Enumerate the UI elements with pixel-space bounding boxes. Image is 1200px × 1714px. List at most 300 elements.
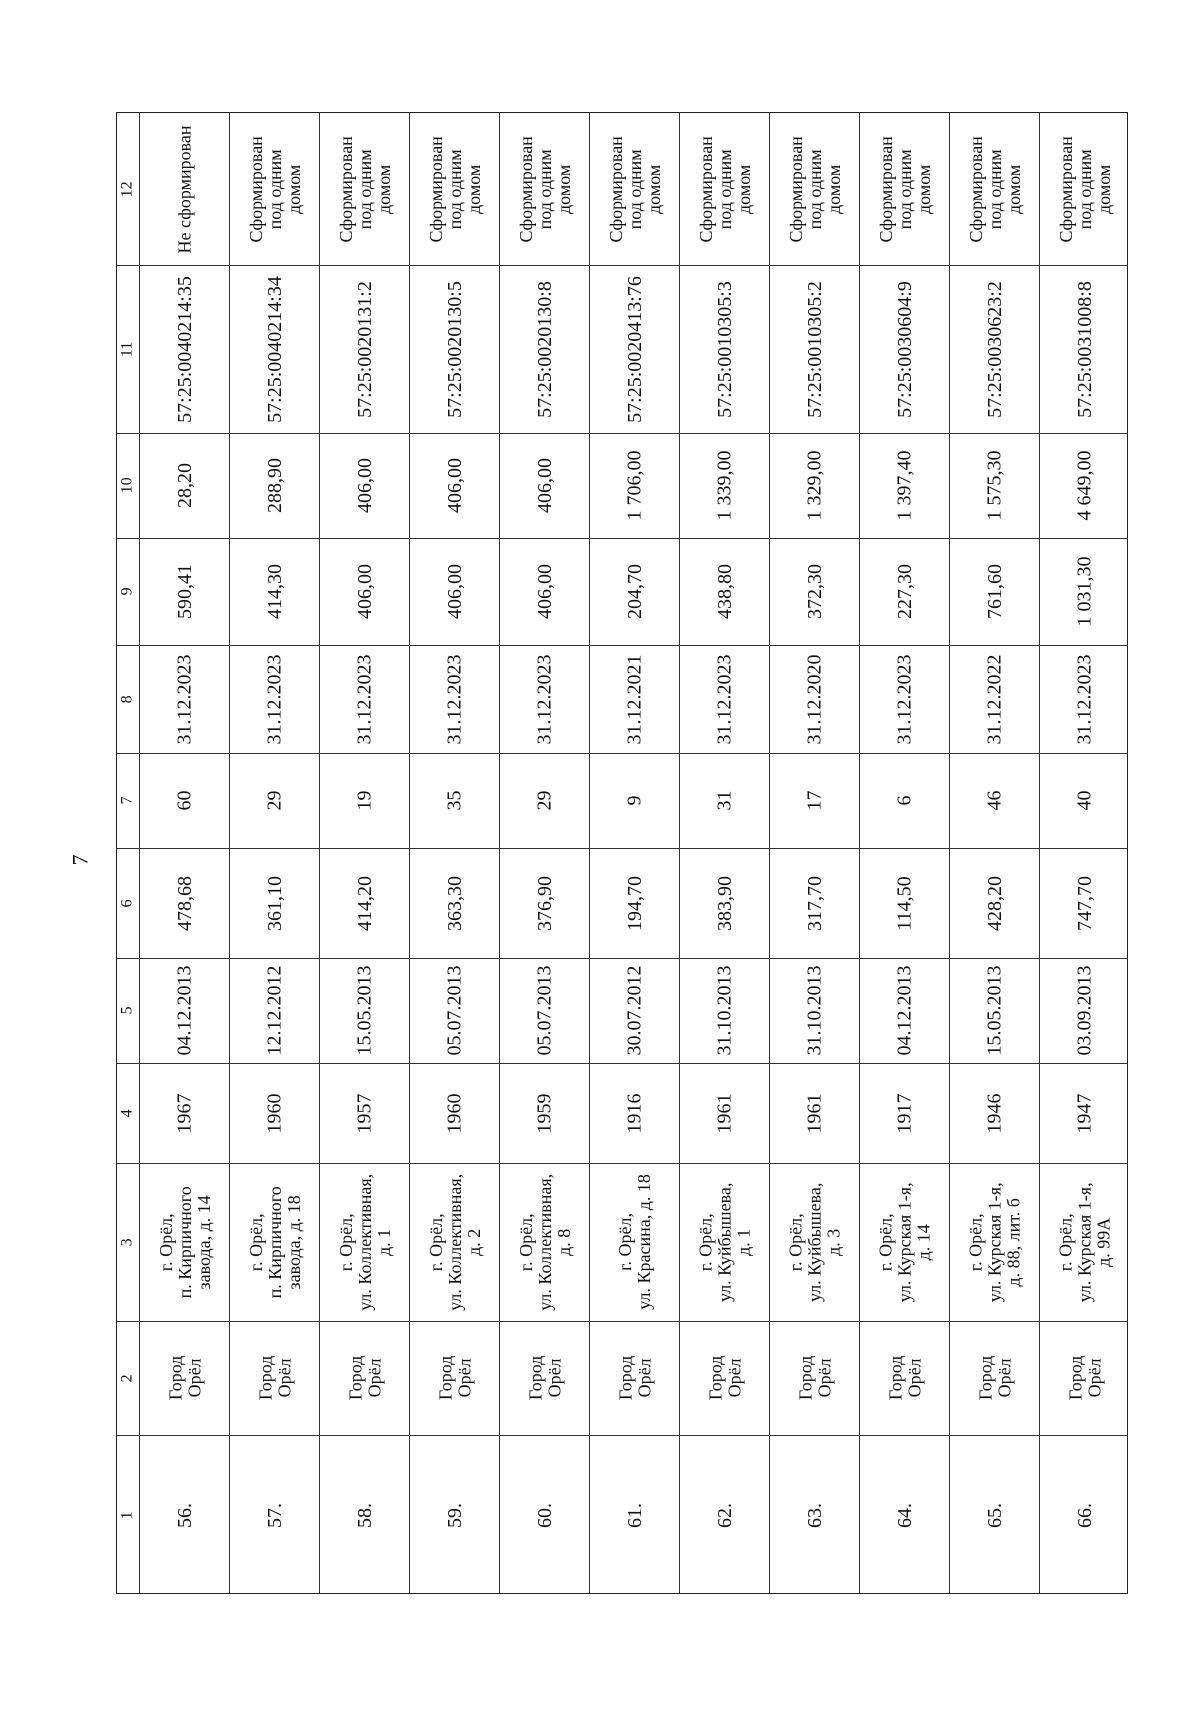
table-cell-area_total — [590, 538, 680, 645]
header-cell — [117, 538, 139, 645]
table-cell-n — [320, 1435, 410, 1595]
table-cell-area_total — [770, 538, 860, 645]
cell-text-status: Сформирован под одним домом — [1055, 135, 1114, 243]
cell-text-status: Сформирован под одним домом — [335, 135, 394, 243]
cell-text-cadastral: 57:25:0040214:34 — [263, 275, 286, 423]
table-cell-year — [680, 1063, 770, 1163]
table-cell-area — [950, 848, 1040, 958]
cell-text-residents: 19 — [353, 790, 376, 811]
row-divider — [117, 645, 1127, 646]
table-cell-land_area — [590, 433, 680, 538]
table-cell-year — [140, 1063, 230, 1163]
cell-text-land_area: 406,00 — [353, 458, 376, 513]
cell-text-area_total: 406,00 — [533, 564, 556, 619]
cell-text-date: 30.07.2012 — [623, 965, 646, 1056]
cell-text-area: 361,10 — [263, 875, 286, 931]
table-cell-year — [230, 1063, 320, 1163]
cell-text-cadastral: 57:25:0020130:8 — [533, 280, 556, 418]
table-cell-plan_date — [770, 645, 860, 753]
cell-text-area: 317,70 — [803, 875, 826, 931]
table-cell-status — [680, 113, 770, 265]
table-cell-area — [860, 848, 950, 958]
cell-text-n: 65. — [983, 1502, 1006, 1528]
cell-text-year: 1947 — [1073, 1093, 1096, 1133]
header-label: 12 — [118, 180, 136, 197]
cell-text-cadastral: 57:25:0030623:2 — [983, 280, 1006, 418]
cell-text-residents: 40 — [1073, 790, 1096, 811]
cell-text-region: Город Орёл — [525, 1355, 564, 1401]
cell-text-date: 15.05.2013 — [353, 965, 376, 1056]
cell-text-area: 114,50 — [893, 875, 916, 931]
cell-text-land_area: 406,00 — [443, 458, 466, 513]
cell-text-address: г. Орёл, ул. Куйбышева, д. 3 — [785, 1182, 844, 1302]
cell-text-region: Город Орёл — [1065, 1355, 1104, 1401]
table-cell-date — [500, 958, 590, 1063]
cell-text-residents: 31 — [713, 790, 736, 811]
table-cell-plan_date — [950, 645, 1040, 753]
cell-text-year: 1960 — [443, 1093, 466, 1133]
table-row — [319, 113, 410, 1593]
table-cell-residents — [770, 753, 860, 848]
table-cell-area_total — [860, 538, 950, 645]
cell-text-plan_date: 31.12.2023 — [263, 654, 286, 744]
cell-text-n: 60. — [533, 1502, 556, 1528]
table-row — [769, 113, 860, 1593]
cell-text-n: 58. — [353, 1502, 376, 1528]
row-divider — [117, 265, 1127, 266]
table-cell-n — [1040, 1435, 1130, 1595]
header-cell — [117, 958, 139, 1063]
cell-text-date: 05.07.2013 — [443, 965, 466, 1056]
table-cell-land_area — [1040, 433, 1130, 538]
cell-text-area_total: 1 031,30 — [1073, 556, 1096, 627]
table-cell-area — [410, 848, 500, 958]
cell-text-n: 63. — [803, 1502, 826, 1528]
table-cell-residents — [320, 753, 410, 848]
row-divider — [117, 753, 1127, 754]
table-cell-date — [140, 958, 230, 1063]
header-cell — [117, 848, 139, 958]
cell-text-residents: 29 — [533, 790, 556, 811]
table-cell-date — [320, 958, 410, 1063]
table-cell-land_area — [140, 433, 230, 538]
cell-text-area: 376,90 — [533, 875, 556, 931]
table-cell-status — [500, 113, 590, 265]
table-cell-area_total — [410, 538, 500, 645]
table-cell-residents — [410, 753, 500, 848]
cell-text-area: 428,20 — [983, 875, 1006, 931]
table-cell-address — [590, 1163, 680, 1321]
table-cell-address — [230, 1163, 320, 1321]
table-cell-plan_date — [1040, 645, 1130, 753]
header-cell — [117, 265, 139, 433]
data-table — [116, 112, 1128, 1594]
cell-text-address: г. Орёл, ул. Куйбышева, д. 1 — [695, 1182, 754, 1302]
cell-text-year: 1961 — [803, 1093, 826, 1133]
row-divider — [117, 538, 1127, 539]
table-cell-region — [680, 1321, 770, 1435]
cell-text-status: Сформирован под одним домом — [875, 135, 934, 243]
cell-text-date: 04.12.2013 — [173, 965, 196, 1056]
cell-text-residents: 17 — [803, 790, 826, 811]
table-cell-n — [140, 1435, 230, 1595]
header-cell — [117, 1435, 139, 1595]
table-cell-plan_date — [140, 645, 230, 753]
table-cell-area — [320, 848, 410, 958]
table-row — [949, 113, 1040, 1593]
table-cell-address — [320, 1163, 410, 1321]
table-cell-date — [680, 958, 770, 1063]
table-cell-residents — [140, 753, 230, 848]
cell-text-land_area: 1 397,40 — [893, 450, 916, 521]
table-cell-plan_date — [590, 645, 680, 753]
cell-text-status: Сформирован под одним домом — [695, 135, 754, 243]
cell-text-area: 478,68 — [173, 875, 196, 931]
table-cell-cadastral — [410, 265, 500, 433]
cell-text-area: 363,30 — [443, 875, 466, 931]
cell-text-land_area: 1 575,30 — [983, 450, 1006, 521]
cell-text-area_total: 761,60 — [983, 564, 1006, 619]
table-cell-residents — [860, 753, 950, 848]
cell-text-area_total: 372,30 — [803, 564, 826, 619]
cell-text-land_area: 28,20 — [173, 463, 196, 508]
table-cell-n — [860, 1435, 950, 1595]
cell-text-residents: 46 — [983, 790, 1006, 811]
table-cell-status — [860, 113, 950, 265]
table-cell-residents — [500, 753, 590, 848]
table-cell-region — [1040, 1321, 1130, 1435]
cell-text-year: 1959 — [533, 1093, 556, 1133]
header-cell — [117, 645, 139, 753]
cell-text-plan_date: 31.12.2023 — [893, 654, 916, 744]
table-row — [589, 113, 680, 1593]
cell-text-plan_date: 31.12.2023 — [1073, 654, 1096, 744]
table-cell-area_total — [500, 538, 590, 645]
cell-text-region: Город Орёл — [255, 1355, 294, 1401]
table-cell-region — [230, 1321, 320, 1435]
cell-text-date: 12.12.2012 — [263, 965, 286, 1056]
table-row — [229, 113, 320, 1593]
table-cell-address — [680, 1163, 770, 1321]
table-cell-area — [770, 848, 860, 958]
cell-text-plan_date: 31.12.2023 — [173, 654, 196, 744]
table-cell-plan_date — [320, 645, 410, 753]
table-cell-date — [1040, 958, 1130, 1063]
header-cell — [117, 753, 139, 848]
header-cell — [117, 1321, 139, 1435]
table-cell-region — [770, 1321, 860, 1435]
cell-text-area_total: 204,70 — [623, 564, 646, 619]
table-cell-region — [140, 1321, 230, 1435]
cell-text-n: 56. — [173, 1502, 196, 1528]
cell-text-area_total: 590,41 — [173, 564, 196, 619]
cell-text-land_area: 1 706,00 — [623, 450, 646, 521]
cell-text-region: Город Орёл — [615, 1355, 654, 1401]
header-label: 6 — [118, 898, 136, 907]
cell-text-n: 62. — [713, 1502, 736, 1528]
cell-text-cadastral: 57:25:0031008:8 — [1073, 280, 1096, 418]
cell-text-status: Сформирован под одним домом — [425, 135, 484, 243]
cell-text-residents: 29 — [263, 790, 286, 811]
page-number: 7 — [67, 854, 93, 866]
cell-text-address: г. Орёл, п. Кирпичного завода, д. 18 — [245, 1185, 304, 1299]
row-divider — [117, 1321, 1127, 1322]
cell-text-n: 61. — [623, 1502, 646, 1528]
cell-text-year: 1967 — [173, 1093, 196, 1133]
table-cell-area — [680, 848, 770, 958]
table-cell-cadastral — [500, 265, 590, 433]
header-label: 4 — [118, 1108, 136, 1117]
cell-text-status: Сформирован под одним домом — [515, 135, 574, 243]
header-label: 9 — [118, 587, 136, 596]
table-cell-year — [950, 1063, 1040, 1163]
cell-text-region: Город Орёл — [705, 1355, 744, 1401]
cell-text-address: г. Орёл, ул. Коллективная, д. 1 — [335, 1173, 394, 1311]
row-divider — [117, 1163, 1127, 1164]
header-label: 8 — [118, 694, 136, 703]
table-cell-area_total — [320, 538, 410, 645]
cell-text-plan_date: 31.12.2023 — [713, 654, 736, 744]
cell-text-year: 1961 — [713, 1093, 736, 1133]
table-cell-n — [950, 1435, 1040, 1595]
table-cell-area_total — [140, 538, 230, 645]
header-cell — [117, 113, 139, 265]
table-cell-year — [500, 1063, 590, 1163]
cell-text-region: Город Орёл — [795, 1355, 834, 1401]
table-cell-status — [1040, 113, 1130, 265]
cell-text-year: 1917 — [893, 1093, 916, 1133]
cell-text-year: 1916 — [623, 1093, 646, 1133]
table-cell-land_area — [860, 433, 950, 538]
cell-text-land_area: 406,00 — [533, 458, 556, 513]
table-cell-cadastral — [320, 265, 410, 433]
cell-text-land_area: 4 649,00 — [1073, 450, 1096, 521]
table-cell-date — [950, 958, 1040, 1063]
cell-text-year: 1960 — [263, 1093, 286, 1133]
cell-text-n: 59. — [443, 1502, 466, 1528]
header-label: 10 — [118, 477, 136, 494]
table-cell-land_area — [320, 433, 410, 538]
cell-text-address: г. Орёл, ул. Коллективная, д. 8 — [515, 1173, 574, 1311]
table-cell-land_area — [410, 433, 500, 538]
table-cell-area — [1040, 848, 1130, 958]
table-cell-n — [770, 1435, 860, 1595]
table-row — [679, 113, 770, 1593]
table-cell-cadastral — [230, 265, 320, 433]
cell-text-region: Город Орёл — [165, 1355, 204, 1401]
cell-text-year: 1946 — [983, 1093, 1006, 1133]
cell-text-status: Сформирован под одним домом — [605, 135, 664, 243]
table-cell-area_total — [230, 538, 320, 645]
cell-text-plan_date: 31.12.2023 — [443, 654, 466, 744]
table-cell-status — [410, 113, 500, 265]
header-label: 7 — [118, 796, 136, 805]
table-cell-land_area — [230, 433, 320, 538]
table-cell-cadastral — [770, 265, 860, 433]
table-cell-status — [230, 113, 320, 265]
table-cell-n — [590, 1435, 680, 1595]
table-cell-area — [140, 848, 230, 958]
cell-text-status: Не сформирован — [174, 124, 195, 253]
table-cell-region — [410, 1321, 500, 1435]
table-cell-plan_date — [410, 645, 500, 753]
table-cell-area — [230, 848, 320, 958]
header-cell — [117, 433, 139, 538]
cell-text-n: 64. — [893, 1502, 916, 1528]
table-cell-land_area — [770, 433, 860, 538]
table-cell-address — [410, 1163, 500, 1321]
table-cell-land_area — [500, 433, 590, 538]
table-cell-year — [410, 1063, 500, 1163]
cell-text-cadastral: 57:25:0020413:76 — [623, 275, 646, 423]
table-cell-cadastral — [860, 265, 950, 433]
cell-text-area_total: 406,00 — [353, 564, 376, 619]
cell-text-address: г. Орёл, ул. Курская 1-я, д. 99А — [1055, 1182, 1114, 1302]
cell-text-region: Город Орёл — [345, 1355, 384, 1401]
cell-text-region: Город Орёл — [975, 1355, 1014, 1401]
cell-text-n: 57. — [263, 1502, 286, 1528]
table-cell-year — [860, 1063, 950, 1163]
cell-text-date: 04.12.2013 — [893, 965, 916, 1056]
table-cell-region — [590, 1321, 680, 1435]
table-cell-plan_date — [500, 645, 590, 753]
cell-text-region: Город Орёл — [435, 1355, 474, 1401]
cell-text-status: Сформирован под одним домом — [965, 135, 1024, 243]
cell-text-plan_date: 31.12.2022 — [983, 654, 1006, 744]
cell-text-area: 383,90 — [713, 875, 736, 931]
cell-text-land_area: 288,90 — [263, 458, 286, 513]
table-cell-region — [860, 1321, 950, 1435]
cell-text-area_total: 406,00 — [443, 564, 466, 619]
table-cell-residents — [230, 753, 320, 848]
cell-text-area: 414,20 — [353, 875, 376, 931]
cell-text-plan_date: 31.12.2023 — [353, 654, 376, 744]
header-label: 2 — [118, 1373, 136, 1382]
table-row — [409, 113, 500, 1593]
table-cell-plan_date — [230, 645, 320, 753]
cell-text-residents: 60 — [173, 790, 196, 811]
table-row — [1039, 113, 1130, 1593]
table-cell-cadastral — [1040, 265, 1130, 433]
cell-text-land_area: 1 339,00 — [713, 450, 736, 521]
table-cell-area — [500, 848, 590, 958]
table-cell-cadastral — [950, 265, 1040, 433]
table-cell-address — [1040, 1163, 1130, 1321]
table-cell-land_area — [950, 433, 1040, 538]
table-cell-status — [140, 113, 230, 265]
row-divider — [117, 958, 1127, 959]
cell-text-area: 194,70 — [623, 875, 646, 931]
table-cell-plan_date — [860, 645, 950, 753]
header-label: 11 — [118, 341, 136, 357]
table-cell-cadastral — [590, 265, 680, 433]
table-cell-n — [410, 1435, 500, 1595]
cell-text-region: Город Орёл — [885, 1355, 924, 1401]
table-cell-year — [770, 1063, 860, 1163]
cell-text-date: 05.07.2013 — [533, 965, 556, 1056]
table-cell-status — [770, 113, 860, 265]
header-label: 3 — [118, 1237, 136, 1246]
cell-text-n: 66. — [1073, 1502, 1096, 1528]
cell-text-date: 31.10.2013 — [803, 965, 826, 1056]
table-cell-date — [590, 958, 680, 1063]
table-cell-address — [770, 1163, 860, 1321]
table-cell-address — [140, 1163, 230, 1321]
table-cell-land_area — [680, 433, 770, 538]
table-cell-residents — [950, 753, 1040, 848]
cell-text-residents: 6 — [893, 795, 916, 806]
cell-text-residents: 35 — [443, 790, 466, 811]
row-divider — [117, 1435, 1127, 1436]
cell-text-address: г. Орёл, ул. Коллективная, д. 2 — [425, 1173, 484, 1311]
table-cell-region — [500, 1321, 590, 1435]
table-cell-area_total — [950, 538, 1040, 645]
cell-text-date: 15.05.2013 — [983, 965, 1006, 1056]
table-cell-status — [950, 113, 1040, 265]
cell-text-area: 747,70 — [1073, 875, 1096, 931]
table-cell-residents — [1040, 753, 1130, 848]
table-row — [499, 113, 590, 1593]
table-cell-date — [410, 958, 500, 1063]
cell-text-year: 1957 — [353, 1093, 376, 1133]
header-label: 5 — [118, 1006, 136, 1015]
cell-text-address: г. Орёл, ул. Красина, д. 18 — [615, 1174, 654, 1310]
cell-text-plan_date: 31.12.2021 — [623, 654, 646, 744]
table-cell-cadastral — [140, 265, 230, 433]
cell-text-status: Сформирован под одним домом — [245, 135, 304, 243]
table-cell-residents — [590, 753, 680, 848]
cell-text-residents: 9 — [623, 795, 646, 806]
cell-text-plan_date: 31.12.2023 — [533, 654, 556, 744]
cell-text-cadastral: 57:25:0010305:2 — [803, 280, 826, 418]
cell-text-area_total: 414,30 — [263, 564, 286, 619]
cell-text-area_total: 438,80 — [713, 564, 736, 619]
table-cell-address — [860, 1163, 950, 1321]
cell-text-land_area: 1 329,00 — [803, 450, 826, 521]
table-cell-address — [500, 1163, 590, 1321]
table-cell-area — [590, 848, 680, 958]
table-cell-date — [230, 958, 320, 1063]
table-cell-area_total — [1040, 538, 1130, 645]
cell-text-area_total: 227,30 — [893, 564, 916, 619]
cell-text-date: 31.10.2013 — [713, 965, 736, 1056]
cell-text-cadastral: 57:25:0020130:5 — [443, 280, 466, 418]
header-column — [117, 113, 139, 1593]
cell-text-plan_date: 31.12.2020 — [803, 654, 826, 744]
table-cell-plan_date — [680, 645, 770, 753]
header-cell — [117, 1163, 139, 1321]
cell-text-cadastral: 57:25:0040214:35 — [173, 275, 196, 423]
table-cell-date — [770, 958, 860, 1063]
table-cell-n — [680, 1435, 770, 1595]
table-cell-year — [590, 1063, 680, 1163]
row-divider — [117, 1063, 1127, 1064]
row-divider — [117, 433, 1127, 434]
cell-text-address: г. Орёл, ул. Курская 1-я, д. 14 — [875, 1182, 934, 1302]
table-cell-status — [590, 113, 680, 265]
cell-text-address: г. Орёл, ул. Курская 1-я, д. 88, лит. б — [965, 1182, 1024, 1302]
table-cell-status — [320, 113, 410, 265]
table-row — [139, 113, 230, 1593]
table-cell-region — [320, 1321, 410, 1435]
cell-text-cadastral: 57:25:0010305:3 — [713, 280, 736, 418]
table-cell-date — [860, 958, 950, 1063]
cell-text-status: Сформирован под одним домом — [785, 135, 844, 243]
cell-text-address: г. Орёл, п. Кирпичного завода, д. 14 — [155, 1185, 214, 1299]
header-label: 1 — [118, 1510, 136, 1519]
header-cell — [117, 1063, 139, 1163]
table-cell-year — [1040, 1063, 1130, 1163]
